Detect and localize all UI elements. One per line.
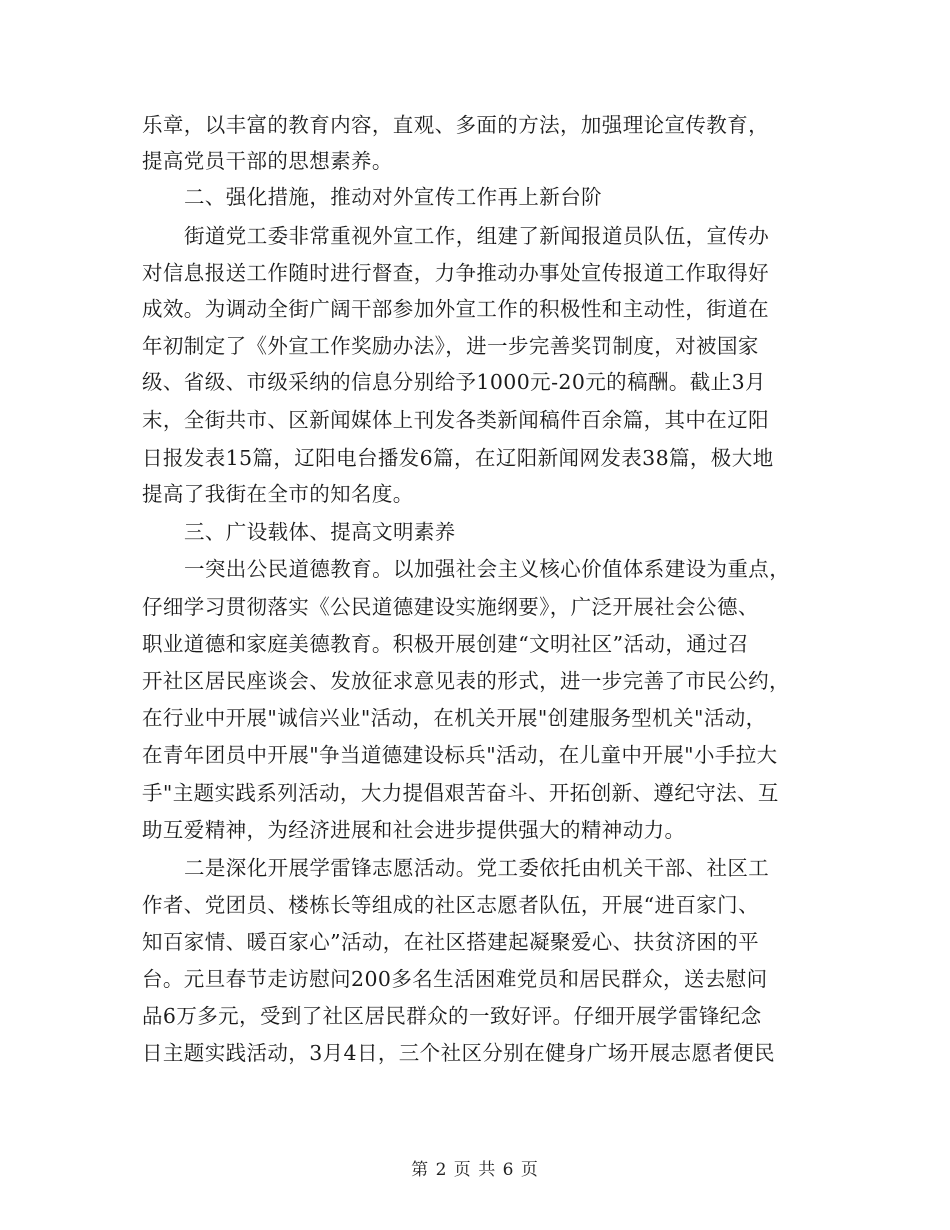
text-line: 成效。为调动全街广阔干部参加外宣工作的积极性和主动性，街道在 <box>142 297 769 321</box>
text-line: 年初制定了《外宣工作奖励办法》，进一步完善奖罚制度，对被国家 <box>142 334 759 358</box>
text-line: 街道党工委非常重视外宣工作，组建了新闻报道员队伍，宣传办 <box>184 224 770 248</box>
text-line: 在行业中开展"诚信兴业"活动，在机关开展"创建服务型机关"活动， <box>142 706 767 730</box>
text-line: 品6万多元，受到了社区居民群众的一致好评。仔细开展学雷锋纪念 <box>142 1004 762 1028</box>
text-line: 级、省级、市级采纳的信息分别给予1000元-20元的稿酬。截止3月 <box>142 370 766 394</box>
text-line: 提高了我街在全市的知名度。 <box>142 482 414 506</box>
section-heading: 三、广设载体、提高文明素养 <box>184 520 456 544</box>
text-line: 台。元旦春节走访慰问200多名生活困难党员和居民群众，送去慰问 <box>142 967 768 991</box>
text-line: 仔细学习贯彻落实《公民道德建设实施纲要》，广泛开展社会公德、 <box>142 595 759 619</box>
text-line: 乐章，以丰富的教育内容，直观、多面的方法，加强理论宣传教育， <box>142 113 769 137</box>
text-line: 提高党员干部的思想素养。 <box>142 149 393 173</box>
page-footer: 第 2 页 共 6 页 <box>411 1160 539 1180</box>
section-heading: 二、强化措施，推动对外宣传工作再上新台阶 <box>184 185 602 209</box>
text-line: 助互爱精神，为经济进展和社会进步提供强大的精神动力。 <box>142 818 686 842</box>
text-line: 开社区居民座谈会、发放征求意见表的形式，进一步完善了市民公约， <box>142 669 790 693</box>
text-line: 日主题实践活动，3月4日，三个社区分别在健身广场开展志愿者便民 <box>142 1041 775 1065</box>
text-line: 职业道德和家庭美德教育。积极开展创建“文明社区”活动，通过召 <box>142 632 749 656</box>
text-line: 知百家情、暖百家心”活动，在社区搭建起凝聚爱心、扶贫济困的平 <box>142 930 759 954</box>
text-line: 作者、党团员、楼栋长等组成的社区志愿者队伍，开展“进百家门、 <box>142 893 759 917</box>
text-line: 二是深化开展学雷锋志愿活动。党工委依托由机关干部、社区工 <box>184 856 770 880</box>
text-line: 手"主题实践系列活动，大力提倡艰苦奋斗、开拓创新、遵纪守法、互 <box>142 781 779 805</box>
text-line: 末，全街共市、区新闻媒体上刊发各类新闻稿件百余篇，其中在辽阳 <box>142 408 769 432</box>
text-line: 在青年团员中开展"争当道德建设标兵"活动，在儿童中开展"小手拉大 <box>142 743 778 767</box>
text-line: 对信息报送工作随时进行督查，力争推动办事处宣传报道工作取得好 <box>142 261 769 285</box>
text-line: 一突出公民道德教育。以加强社会主义核心价值体系建设为重点， <box>184 557 791 581</box>
text-line: 日报发表15篇，辽阳电台播发6篇，在辽阳新闻网发表38篇，极大地 <box>142 446 774 470</box>
